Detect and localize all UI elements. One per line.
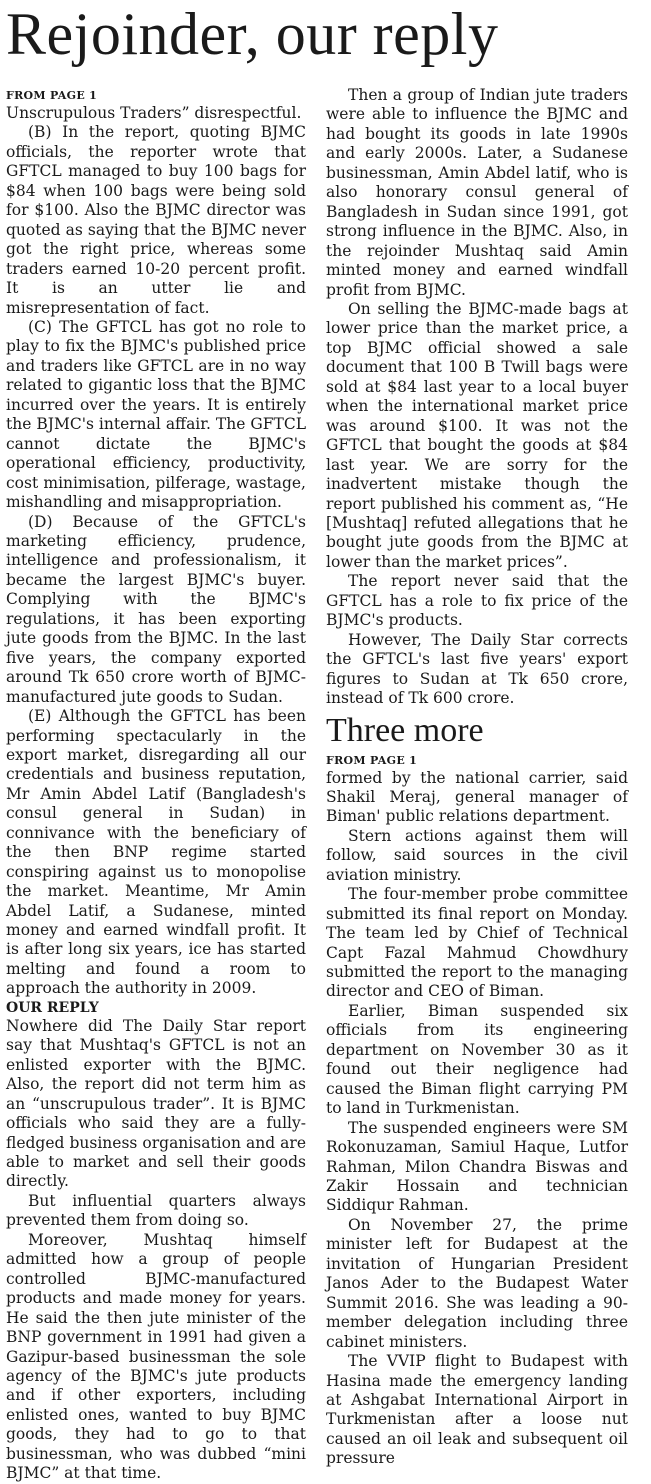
story-paragraph: formed by the national carrier, said Shakil Meraj, general manager of Biman' public relations department. — [326, 768, 628, 826]
story-paragraph: On November 27, the prime minister left for Budapest at the invitation of Hungarian President Janos Ader to the Budapest Water Summit 2016. She was leading a 90-member delegation including three cabinet ministers. — [326, 1215, 628, 1351]
left-column — [6, 88, 306, 1484]
reply-paragraph: Nowhere did The Daily Star report say that Mushtaq's GFTCL is not an enlisted exporter with the BJMC. Also, the report did not term him as an “unscrupulous trader”. It is BJMC officials who said they are a fully-fledged business organisation and are able to market and sell their goods directly. — [6, 1016, 306, 1191]
article-paragraph: (D) Because of the GFTCL's marketing efficiency, prudence, intelligence and professionalism, it became the largest BJMC's buyer. Complying with the BJMC's regulations, it has been exporting jute goods from the BJMC. In the last five years, the company exported around Tk 650 crore worth of BJMC-manufactured jute goods to Sudan. — [6, 512, 306, 706]
our-reply-subhead: OUR REPLY — [6, 999, 99, 1016]
article-paragraph: The report never said that the GFTCL has a role to fix price of the BJMC's products. — [326, 572, 628, 630]
headline: Rejoinder, our reply — [6, 1, 499, 67]
article-paragraph: (E) Although the GFTCL has been performing spectacularly in the export market, disregarding all our credentials and business reputation, Mr Amin Abdel Latif (Bangladesh's consul general in Sudan) in connivance with the beneficiary of the then BNP regime started conspiring against us to monopolise the market. Meantime, Mr Amin Abdel Latif, a Sudanese, minted money and earned windfall profit. It is after long six years, ice has started melting and found a room to approach the authority in 2009. — [6, 707, 306, 998]
second-story-headline: Three more — [326, 711, 484, 749]
article-paragraph: (C) The GFTCL has got no role to play to fix the BJMC's published price and traders like GFTCL are in no way related to gigantic loss that the BJMC incurred over the years. It is entirely the BJMC's internal affair. The GFTCL cannot dictate the BJMC's operational efficiency, productivity, cost minimisation, pilferage, wastage, mishandling and misappropriation. — [6, 317, 306, 512]
right-column — [326, 86, 628, 1469]
article-paragraph: On selling the BJMC-made bags at lower price than the market price, a top BJMC official showed a sale document that 100 B Twill bags were sold at $84 last year to a local buyer when the international market price was around $100. It was not the GFTCL that bought the goods at $84 last year. We are sorry for the inadvertent mistake though the report published his comment as, “He [Mushtaq] refuted allegations that he bought jute goods from the BJMC at lower than the market prices”. — [326, 299, 628, 571]
story-paragraph: The four-member probe committee submitted its final report on Monday. The team led by Chief of Technical Capt Fazal Mahmud Chowdhury submitted the report to the managing director and CEO of Biman. — [326, 885, 628, 1001]
article-paragraph: Unscrupulous Traders” disrespectful. — [6, 104, 302, 122]
story-paragraph: The suspended engineers were SM Rokonuzaman, Samiul Haque, Lutfor Rahman, Milon Chandra Biswas and Zakir Hossain and technician Siddiqur Rahman. — [326, 1118, 628, 1215]
story-paragraph: The VVIP flight to Budapest with Hasina made the emergency landing at Ashgabat International Airport in Turkmenistan after a loose nut caused an oil leak and subsequent oil pressure — [326, 1352, 628, 1468]
article-paragraph: Then a group of Indian jute traders were able to influence the BJMC and had bought its goods in late 1990s and early 2000s. Later, a Sudanese businessman, Amin Abdel latif, who is also honorary consul general of Bangladesh in Sudan since 1991, got strong influence in the BJMC. Also, in the rejoinder Mushtaq said Amin minted money and earned windfall profit from BJMC. — [326, 86, 628, 299]
story-paragraph: Stern actions against them will follow, said sources in the civil aviation ministry. — [326, 826, 628, 884]
second-story-kicker: FROM PAGE 1 — [326, 753, 418, 767]
reply-paragraph: Moreover, Mushtaq himself admitted how a group of people controlled BJMC-manufactured products and made money for years. He said the then jute minister of the BNP government in 1991 had given a Gazipur-based businessman the sole agency of the BJMC's jute products and if other exporters, including enlisted ones, wanted to buy BJMC goods, they had to go to that businessman, who was dubbed “mini BJMC” at that time. — [6, 1230, 306, 1483]
reply-paragraph: But influential quarters always prevented them from doing so. — [6, 1191, 306, 1230]
article-paragraph: However, The Daily Star corrects the GFTCL's last five years' export figures to Sudan at Tk 650 crore, instead of Tk 600 crore. — [326, 630, 628, 708]
article-paragraph: (B) In the report, quoting BJMC officials, the reporter wrote that GFTCL managed to buy 100 bags for $84 when 100 bags were being sold for $100. Also the BJMC director was quoted as saying that the BJMC never got the right price, whereas some traders earned 10-20 percent profit. It is an utter lie and misrepresentation of fact. — [6, 123, 306, 317]
story-paragraph: Earlier, Biman suspended six officials from its engineering department on November 30 as it found out their negligence had caused the Biman flight carrying PM to land in Turkmenistan. — [326, 1001, 628, 1118]
from-page-kicker: FROM PAGE 1 — [6, 89, 98, 102]
